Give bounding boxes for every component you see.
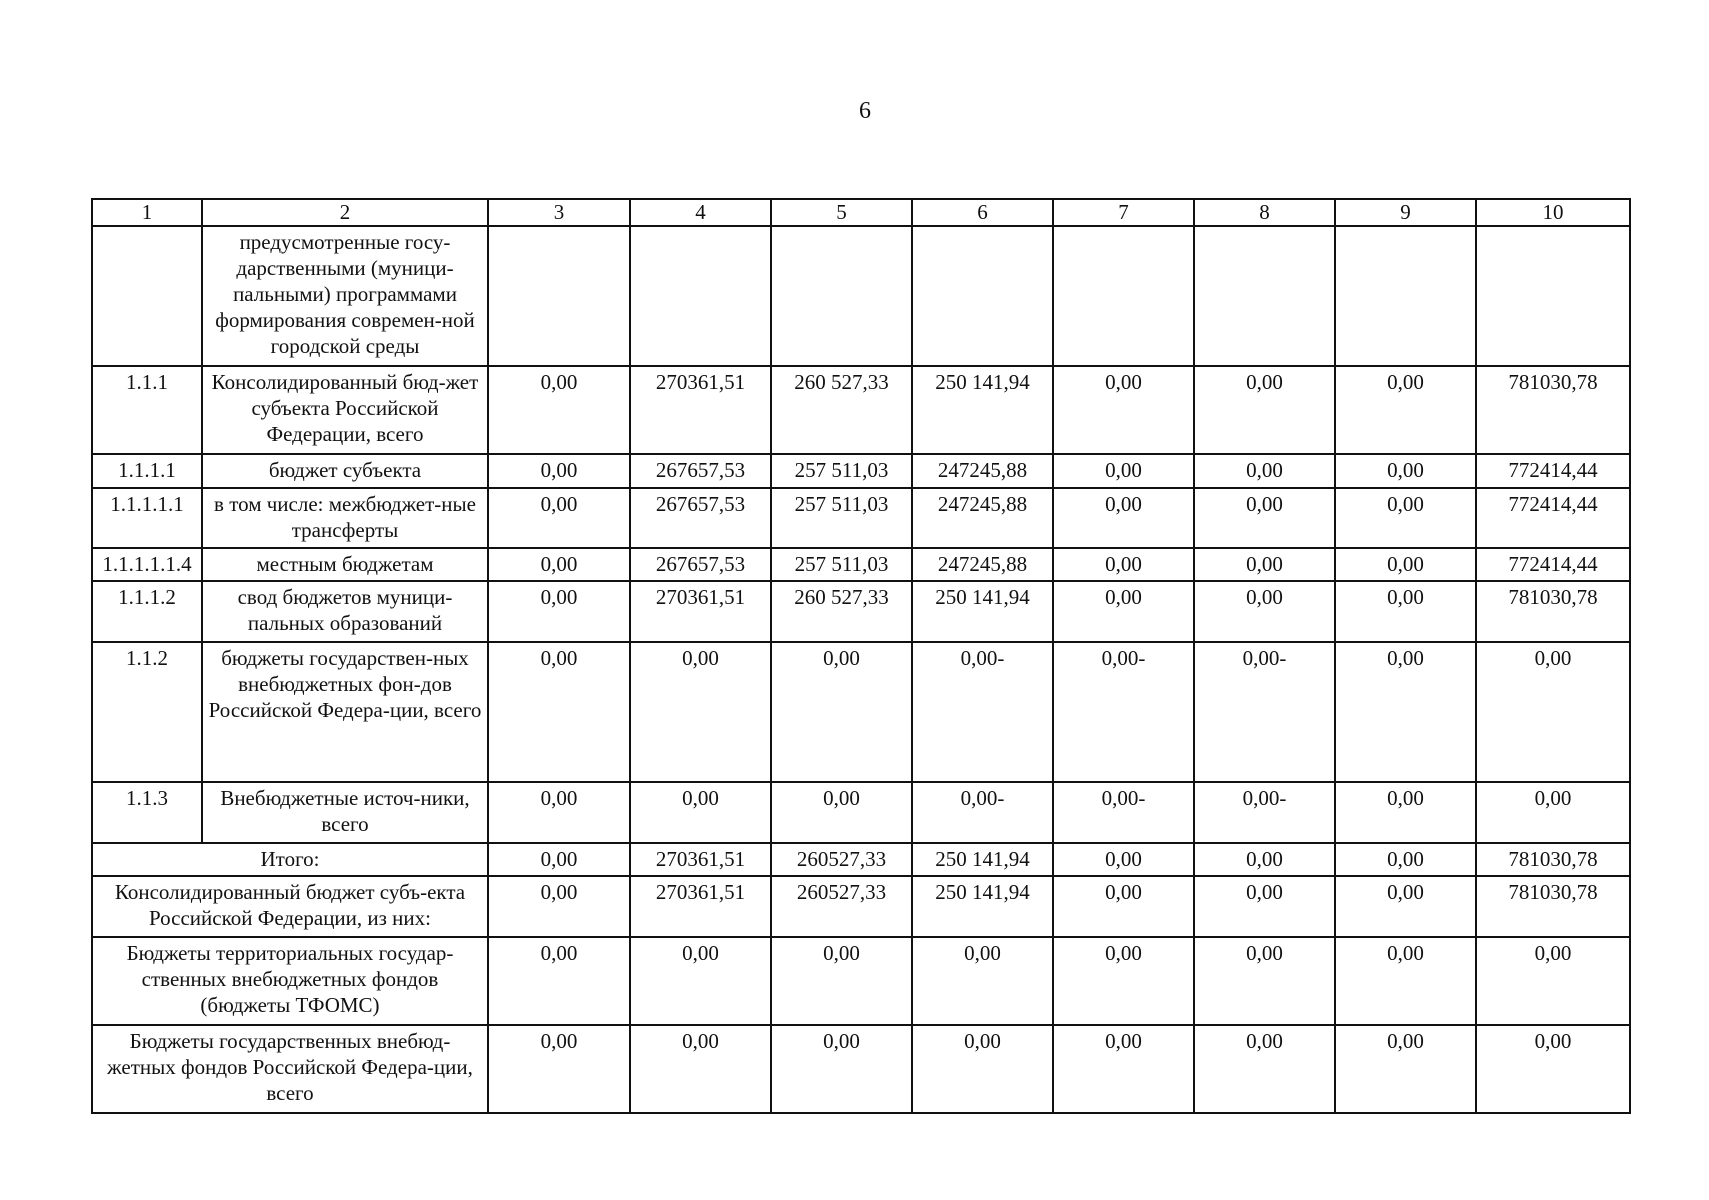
value-cell: 270361,51 — [630, 876, 771, 937]
value-cell: 250 141,94 — [912, 876, 1053, 937]
value-cell: 0,00 — [488, 876, 630, 937]
row-name: в том числе: межбюджет-ные трансферты — [202, 488, 488, 548]
row-code: 1.1.1.1 — [92, 454, 202, 488]
row-code: 1.1.1 — [92, 366, 202, 454]
value-cell: 257 511,03 — [771, 548, 912, 581]
value-cell: 0,00- — [1053, 642, 1194, 782]
row-name: Внебюджетные источ-ники, всего — [202, 782, 488, 843]
page-number: 6 — [859, 98, 871, 124]
value-cell: 0,00 — [1194, 488, 1335, 548]
value-cell: 0,00 — [630, 1025, 771, 1113]
summary-row — [92, 937, 1630, 1025]
budget-table — [91, 198, 1631, 1114]
value-cell: 0,00 — [488, 581, 630, 642]
value-cell: 0,00 — [1476, 642, 1630, 782]
value-cell: 267657,53 — [630, 488, 771, 548]
value-cell: 0,00 — [1053, 843, 1194, 876]
header-cell: 7 — [1053, 199, 1194, 226]
value-cell: 0,00 — [488, 454, 630, 488]
summary-row — [92, 876, 1630, 937]
value-cell: 0,00 — [1335, 1025, 1476, 1113]
summary-row — [92, 843, 1630, 876]
value-cell: 0,00 — [488, 937, 630, 1025]
summary-label: Бюджеты территориальных государ-ственных внебюджетных фондов (бюджеты ТФОМС) — [92, 937, 488, 1025]
value-cell: 0,00- — [912, 642, 1053, 782]
value-cell: 0,00 — [1053, 1025, 1194, 1113]
header-cell: 8 — [1194, 199, 1335, 226]
summary-label: Консолидированный бюджет субъ-екта Российской Федерации, из них: — [92, 876, 488, 937]
value-cell: 267657,53 — [630, 454, 771, 488]
value-cell: 0,00 — [771, 782, 912, 843]
continuation-text: предусмотренные госу-дарственными (муници-пальными) программами формирования современ-ной городской среды — [202, 226, 488, 366]
value-cell: 250 141,94 — [912, 581, 1053, 642]
table-row — [92, 366, 1630, 454]
value-cell: 0,00 — [1053, 488, 1194, 548]
header-cell: 1 — [92, 199, 202, 226]
value-cell: 0,00 — [1194, 366, 1335, 454]
value-cell: 0,00 — [771, 642, 912, 782]
row-name: Консолидированный бюд-жет субъекта Российской Федерации, всего — [202, 366, 488, 454]
value-cell: 0,00 — [1335, 488, 1476, 548]
header-row — [92, 199, 1630, 226]
value-cell: 0,00 — [1194, 843, 1335, 876]
row-name: бюджет субъекта — [202, 454, 488, 488]
value-cell: 0,00 — [488, 843, 630, 876]
value-cell: 0,00- — [1053, 782, 1194, 843]
value-cell: 0,00 — [1194, 548, 1335, 581]
header-cell: 3 — [488, 199, 630, 226]
value-cell: 0,00 — [1335, 548, 1476, 581]
value-cell: 250 141,94 — [912, 843, 1053, 876]
value-cell: 0,00 — [912, 937, 1053, 1025]
value-cell: 260527,33 — [771, 843, 912, 876]
value-cell: 0,00 — [1053, 876, 1194, 937]
value-cell: 0,00 — [1335, 843, 1476, 876]
value-cell: 247245,88 — [912, 454, 1053, 488]
row-code: 1.1.1.1.1.4 — [92, 548, 202, 581]
value-cell: 250 141,94 — [912, 366, 1053, 454]
value-cell: 0,00 — [1053, 581, 1194, 642]
table-row — [92, 642, 1630, 782]
value-cell: 247245,88 — [912, 548, 1053, 581]
value-cell: 270361,51 — [630, 843, 771, 876]
value-cell: 0,00 — [1053, 454, 1194, 488]
value-cell: 247245,88 — [912, 488, 1053, 548]
value-cell: 772414,44 — [1476, 548, 1630, 581]
value-cell: 0,00 — [1476, 1025, 1630, 1113]
code-cell — [92, 226, 202, 366]
row-name: свод бюджетов муници-пальных образований — [202, 581, 488, 642]
value-cell: 260527,33 — [771, 876, 912, 937]
summary-row — [92, 1025, 1630, 1113]
row-code: 1.1.1.1.1 — [92, 488, 202, 548]
header-cell: 10 — [1476, 199, 1630, 226]
value-cell: 0,00- — [912, 782, 1053, 843]
continuation-row — [92, 226, 1630, 366]
value-cell: 781030,78 — [1476, 843, 1630, 876]
value-cell: 0,00 — [912, 1025, 1053, 1113]
value-cell: 270361,51 — [630, 581, 771, 642]
value-cell: 0,00 — [1194, 937, 1335, 1025]
value-cell: 0,00 — [630, 782, 771, 843]
value-cell: 0,00 — [630, 642, 771, 782]
value-cell: 781030,78 — [1476, 366, 1630, 454]
value-cell: 0,00 — [488, 548, 630, 581]
value-cell: 0,00 — [1335, 642, 1476, 782]
header-cell: 5 — [771, 199, 912, 226]
row-name: бюджеты государствен-ных внебюджетных фон-дов Российской Федера-ции, всего — [202, 642, 488, 782]
value-cell: 0,00 — [1335, 366, 1476, 454]
value-cell: 0,00- — [1194, 782, 1335, 843]
table-row — [92, 581, 1630, 642]
row-code: 1.1.2 — [92, 642, 202, 782]
row-code: 1.1.3 — [92, 782, 202, 843]
value-cell: 0,00 — [1194, 581, 1335, 642]
value-cell: 0,00 — [1476, 937, 1630, 1025]
table-row — [92, 548, 1630, 581]
value-cell: 267657,53 — [630, 548, 771, 581]
value-cell: 0,00 — [771, 937, 912, 1025]
value-cell: 781030,78 — [1476, 876, 1630, 937]
table-row — [92, 782, 1630, 843]
value-cell: 257 511,03 — [771, 488, 912, 548]
value-cell: 0,00 — [630, 937, 771, 1025]
header-cell: 2 — [202, 199, 488, 226]
value-cell: 0,00 — [488, 488, 630, 548]
value-cell: 0,00 — [1335, 876, 1476, 937]
row-name: местным бюджетам — [202, 548, 488, 581]
table-row — [92, 488, 1630, 548]
value-cell: 0,00 — [488, 366, 630, 454]
value-cell: 0,00 — [1053, 548, 1194, 581]
row-code: 1.1.1.2 — [92, 581, 202, 642]
header-cell: 6 — [912, 199, 1053, 226]
value-cell: 0,00 — [1053, 937, 1194, 1025]
value-cell: 0,00 — [488, 1025, 630, 1113]
value-cell: 0,00 — [1194, 876, 1335, 937]
value-cell: 260 527,33 — [771, 366, 912, 454]
value-cell: 0,00 — [1335, 937, 1476, 1025]
value-cell: 0,00 — [1335, 454, 1476, 488]
value-cell: 0,00- — [1194, 642, 1335, 782]
value-cell: 781030,78 — [1476, 581, 1630, 642]
value-cell: 0,00 — [488, 782, 630, 843]
value-cell: 0,00 — [771, 1025, 912, 1113]
value-cell: 0,00 — [1476, 782, 1630, 843]
value-cell: 0,00 — [1194, 454, 1335, 488]
summary-label: Бюджеты государственных внебюд-жетных фондов Российской Федера-ции, всего — [92, 1025, 488, 1113]
value-cell: 260 527,33 — [771, 581, 912, 642]
summary-label: Итого: — [92, 843, 488, 876]
header-cell: 4 — [630, 199, 771, 226]
value-cell: 772414,44 — [1476, 454, 1630, 488]
value-cell: 270361,51 — [630, 366, 771, 454]
table-row — [92, 454, 1630, 488]
value-cell: 257 511,03 — [771, 454, 912, 488]
header-cell: 9 — [1335, 199, 1476, 226]
value-cell: 0,00 — [1194, 1025, 1335, 1113]
value-cell: 0,00 — [1335, 782, 1476, 843]
value-cell: 0,00 — [1053, 366, 1194, 454]
value-cell: 772414,44 — [1476, 488, 1630, 548]
value-cell: 0,00 — [488, 642, 630, 782]
value-cell: 0,00 — [1335, 581, 1476, 642]
